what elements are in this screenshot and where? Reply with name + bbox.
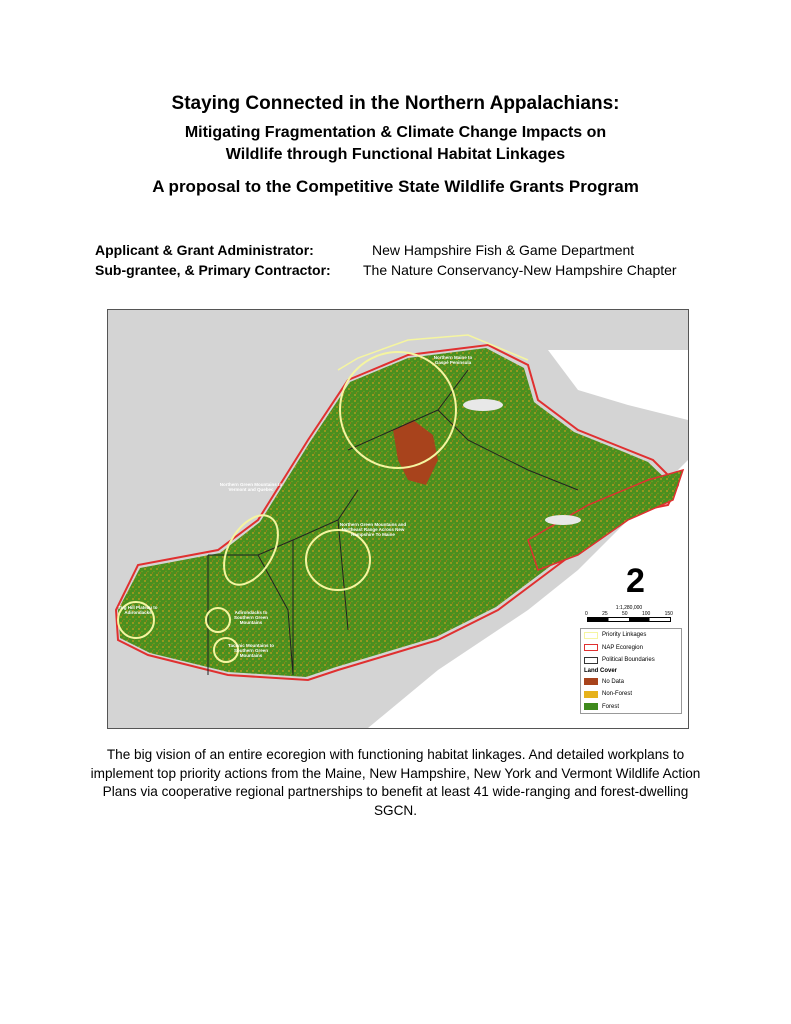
legend-swatch bbox=[584, 657, 598, 664]
legend-swatch bbox=[584, 632, 598, 639]
legend-label: Political Boundaries bbox=[602, 657, 655, 664]
legend-label: NAP Ecoregion bbox=[602, 644, 643, 651]
map-label: Tug Hill Plateau to Adirondacks bbox=[118, 605, 158, 615]
subgrantee-value: The Nature Conservancy-New Hampshire Chapter bbox=[363, 262, 677, 278]
map-panel-number: 2 bbox=[626, 562, 645, 600]
scale-tick: 0 bbox=[585, 611, 588, 617]
map-label: Taconic Mountains to Southern Green Mountains bbox=[228, 643, 274, 658]
map-label: Northern Green Mountains and Northeast Range Across New Hampshire To Maine bbox=[339, 522, 407, 537]
subgrantee-label: Sub-grantee, & Primary Contractor: bbox=[95, 262, 331, 278]
map-label: Adirondacks to Southern Green Mountains bbox=[233, 610, 268, 625]
scale-line bbox=[587, 617, 671, 622]
legend-swatch bbox=[584, 644, 598, 651]
map-label: Northern Green Mountains to Vermont and Quebec bbox=[219, 482, 283, 492]
scale-tick: 50 bbox=[622, 611, 628, 617]
legend-item bbox=[581, 701, 681, 714]
subgrantee-row bbox=[95, 262, 677, 278]
legend-item bbox=[581, 654, 681, 667]
legend-label: Forest bbox=[602, 703, 620, 710]
legend-heading: Land Cover bbox=[584, 667, 618, 674]
legend-swatch bbox=[584, 703, 598, 710]
legend-item bbox=[581, 688, 681, 701]
map-caption: The big vision of an entire ecoregion with functioning habitat linkages. And detailed workplans to implement top priority actions from the Maine, New Hampshire, New York and Vermont Wildlife Action Plans via cooperative regional partnerships to benefit at least 41 wide-ranging and forest-dwelling SGCN. bbox=[90, 747, 701, 818]
legend-item bbox=[581, 676, 681, 689]
document-subtitle bbox=[0, 122, 791, 166]
map-label: Northern Maine to Gaspé Peninsula bbox=[433, 355, 473, 365]
scale-tick: 100 bbox=[641, 611, 651, 617]
map-legend bbox=[580, 628, 682, 714]
scale-text: 1:1,280,000 bbox=[615, 605, 643, 611]
legend-swatch bbox=[584, 678, 598, 685]
document-title: Staying Connected in the Northern Appalachians: bbox=[171, 93, 620, 114]
legend-item bbox=[581, 642, 681, 655]
subtitle-line-2: Wildlife through Functional Habitat Linkages bbox=[225, 146, 566, 163]
applicant-value: New Hampshire Fish & Game Department bbox=[372, 242, 635, 258]
legend-label: No Data bbox=[602, 678, 625, 685]
scale-tick: 25 bbox=[602, 611, 608, 617]
scale-bar bbox=[579, 605, 679, 627]
applicant-row bbox=[95, 242, 634, 258]
applicant-label: Applicant & Grant Administrator: bbox=[95, 242, 314, 258]
legend-swatch bbox=[584, 691, 598, 698]
subtitle-line-1: Mitigating Fragmentation & Climate Change Impacts on bbox=[184, 124, 607, 141]
legend-item bbox=[581, 629, 681, 642]
legend-label: Priority Linkages bbox=[602, 632, 647, 639]
scale-tick: 150 bbox=[664, 611, 673, 617]
proposal-heading: A proposal to the Competitive State Wildlife Grants Program bbox=[152, 177, 639, 196]
legend-label: Non-Forest bbox=[602, 691, 633, 698]
